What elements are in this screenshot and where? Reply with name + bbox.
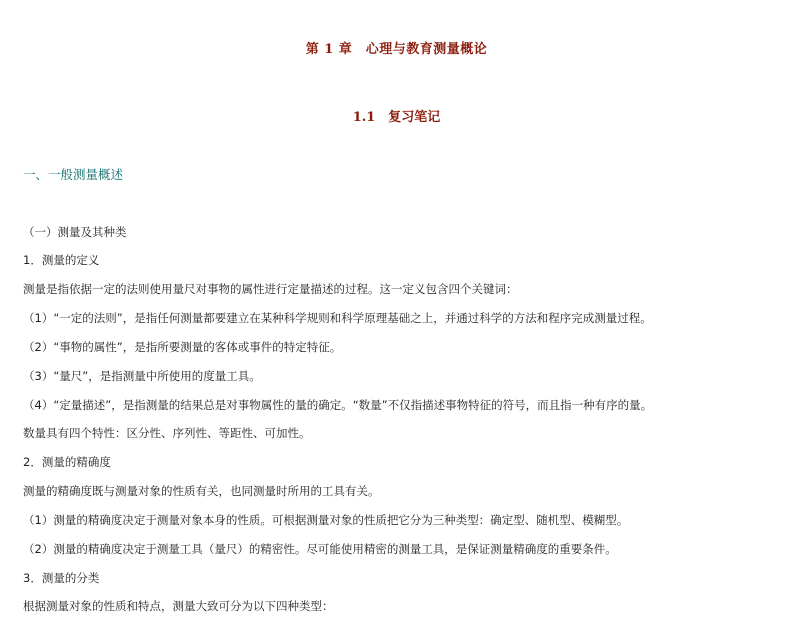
paragraph-classification: 根据测量对象的性质和特点，测量大致可分为以下四种类型：: [23, 599, 334, 613]
subheading-measurement-types: （一）测量及其种类: [23, 225, 127, 239]
paragraph-definition: 测量是指依据一定的法则使用量尺对事物的属性进行定量描述的过程。这一定义包含四个关键词：: [23, 282, 518, 296]
heading-general-measurement: 一、一般测量概述: [23, 167, 124, 182]
section-title: 1.1 复习笔记: [352, 110, 441, 125]
subheading-classification: 3．测量的分类: [23, 571, 100, 585]
list-item-quantitative: （4）“定量描述”，是指测量的结果总是对事物属性的量的确定。“数量”不仅指描述事物特征的符号，而且指一种有序的量。: [23, 398, 653, 412]
subheading-precision: 2．测量的精确度: [23, 455, 111, 469]
paragraph-number-properties: 数量具有四个特性：区分性、序列性、等距性、可加性。: [23, 426, 311, 440]
subheading-definition: 1．测量的定义: [23, 253, 100, 267]
list-item-attributes: （2）“事物的属性”，是指所要测量的客体或事件的特定特征。: [23, 340, 342, 354]
list-item-scale: （3）“量尺”，是指测量中所使用的度量工具。: [23, 369, 261, 383]
list-item-rules: （1）“一定的法则”，是指任何测量都要建立在某种科学规则和科学原理基础之上，并通过科学的方法和程序完成测量过程。: [23, 311, 652, 325]
paragraph-precision: 测量的精确度既与测量对象的性质有关，也同测量时所用的工具有关。: [23, 484, 380, 498]
list-item-precision-tool: （2）测量的精确度决定于测量工具（量尺）的精密性。尽可能使用精密的测量工具，是保证测量精确度的重要条件。: [23, 542, 617, 556]
chapter-title: 第 1 章 心理与教育测量概论: [305, 42, 488, 57]
list-item-precision-object: （1）测量的精确度决定于测量对象本身的性质。可根据测量对象的性质把它分为三种类型：确定型、随机型、模糊型。: [23, 513, 629, 527]
